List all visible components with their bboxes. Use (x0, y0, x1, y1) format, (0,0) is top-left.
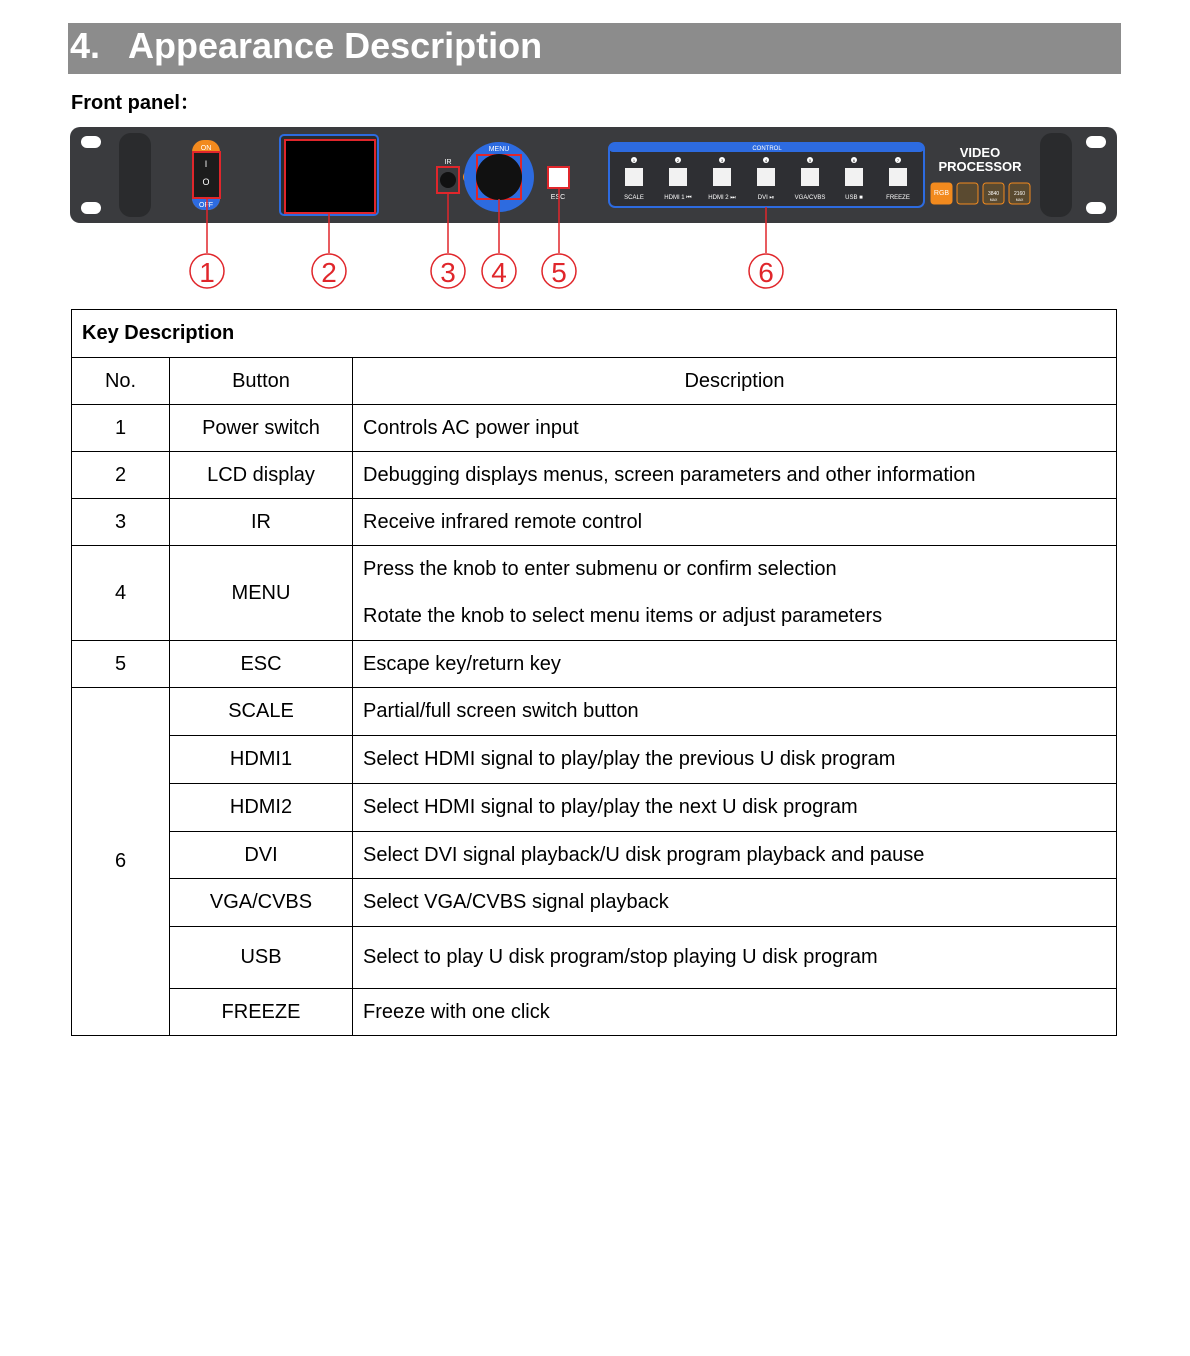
menu-label: MENU (488, 146, 510, 153)
table-row (72, 688, 1117, 736)
row-desc-line1: Press the knob to enter submenu or confirm selection (363, 558, 837, 580)
table-row (72, 546, 1117, 641)
row-button: DVI (170, 832, 353, 879)
row-no: 4 (72, 546, 170, 641)
rack-hole-icon (81, 136, 101, 148)
brand-line1: VIDEO (959, 145, 1001, 160)
button-number: 7 (896, 158, 900, 163)
row-desc: Freeze with one click (353, 989, 1117, 1036)
callout-number: 1 (199, 257, 215, 288)
table-row (72, 879, 1117, 927)
brand-line2: PROCESSOR (938, 159, 1022, 174)
row-no: 3 (72, 499, 170, 546)
row-desc: Debugging displays menus, screen parameters and other information (353, 452, 1117, 499)
row-desc: Partial/full screen switch button (353, 688, 1117, 736)
control-key[interactable] (669, 168, 687, 186)
feature-badge-label: RGB (933, 190, 950, 197)
callout-number: 4 (491, 257, 507, 288)
control-key[interactable] (713, 168, 731, 186)
table-row (72, 405, 1117, 452)
table-row (72, 452, 1117, 499)
key-description-table (71, 309, 1117, 1036)
row-desc: Receive infrared remote control (353, 499, 1117, 546)
row-button: FREEZE (170, 989, 353, 1036)
row-button: IR (170, 499, 353, 546)
table-row (72, 736, 1117, 784)
callout-number: 5 (551, 257, 567, 288)
control-label: CONTROL (752, 146, 782, 152)
callout-number: 6 (758, 257, 774, 288)
row-desc: Select DVI signal playback/U disk program playback and pause (353, 832, 1117, 879)
control-button-label: HDMI 1 ⏮ (664, 195, 692, 201)
row-button: Power switch (170, 405, 353, 452)
button-number: 3 (720, 158, 724, 163)
control-button-label: USB ■ (845, 195, 863, 201)
row-button: MENU (170, 546, 353, 641)
control-key[interactable] (625, 168, 643, 186)
power-off-symbol: O (202, 177, 210, 187)
rack-hole-icon (81, 202, 101, 214)
control-button-label: HDMI 2 ⏭ (708, 195, 736, 201)
row-desc: Escape key/return key (353, 641, 1117, 688)
button-number: 5 (808, 158, 812, 163)
row-desc: Select HDMI signal to play/play the previous U disk program (353, 736, 1117, 784)
callout-number: 3 (440, 257, 456, 288)
button-number: 6 (852, 158, 856, 163)
table-row (72, 784, 1117, 832)
section-title: Appearance Description (128, 25, 543, 66)
table-title: Key Description (72, 310, 1117, 358)
chassis (70, 127, 1117, 223)
control-key[interactable] (757, 168, 775, 186)
rack-hole-icon (1086, 202, 1106, 214)
handle-right (1040, 133, 1072, 217)
power-on-label: ON (200, 145, 212, 152)
control-button-label: VGA/CVBS (794, 195, 826, 201)
row-button: SCALE (170, 688, 353, 736)
row-button: HDMI1 (170, 736, 353, 784)
feature-badge-sub: MAX (989, 198, 998, 202)
table-row (72, 927, 1117, 989)
row-no: 1 (72, 405, 170, 452)
row-button: VGA/CVBS (170, 879, 353, 927)
row-button: HDMI2 (170, 784, 353, 832)
control-button-label: FREEZE (886, 195, 910, 201)
button-number: 2 (676, 158, 680, 163)
row-button: ESC (170, 641, 353, 688)
row-desc: Controls AC power input (353, 405, 1117, 452)
power-switch[interactable] (192, 140, 220, 210)
row-desc-line2: Rotate the knob to select menu items or adjust parameters (363, 605, 883, 627)
control-button-label: DVI ⏯ (757, 195, 775, 201)
table-row (72, 989, 1117, 1036)
rack-hole-icon (1086, 136, 1106, 148)
row-desc: Select HDMI signal to play/play the next U disk program (353, 784, 1117, 832)
header-button: Button (170, 358, 353, 405)
power-on-symbol: I (204, 159, 208, 169)
row-desc: Select to play U disk program/stop playing U disk program (353, 927, 1117, 989)
ir-sensor-icon (440, 172, 456, 188)
row-button: USB (170, 927, 353, 989)
callout-number: 2 (321, 257, 337, 288)
row-button: LCD display (170, 452, 353, 499)
front-panel-label: Front panel： (71, 92, 200, 114)
header-no: No. (72, 358, 170, 405)
feature-badge-icon (957, 183, 978, 204)
control-button-label: SCALE (624, 195, 644, 201)
button-number: 4 (764, 158, 768, 163)
power-off-label: OFF (199, 202, 213, 209)
row-desc: Select VGA/CVBS signal playback (353, 879, 1117, 927)
row-no: 5 (72, 641, 170, 688)
feature-badge-label: 2160 (1013, 191, 1026, 197)
table-row (72, 832, 1117, 879)
table-row (72, 499, 1117, 546)
row-desc (353, 546, 1117, 641)
front-panel-diagram (0, 0, 1190, 300)
feature-badge-label: 3840 (987, 191, 1000, 197)
control-key[interactable] (801, 168, 819, 186)
esc-label: ESC (550, 194, 566, 201)
row-no: 2 (72, 452, 170, 499)
control-key[interactable] (845, 168, 863, 186)
lcd-display (285, 140, 375, 213)
section-number: 4. (70, 25, 101, 66)
table-row (72, 641, 1117, 688)
button-number: 1 (632, 158, 636, 163)
ir-label: IR (444, 159, 452, 166)
header-description: Description (353, 358, 1117, 405)
row-no: 6 (72, 688, 170, 1036)
handle-left (119, 133, 151, 217)
control-key[interactable] (889, 168, 907, 186)
feature-badge-sub: MAX (1015, 198, 1024, 202)
